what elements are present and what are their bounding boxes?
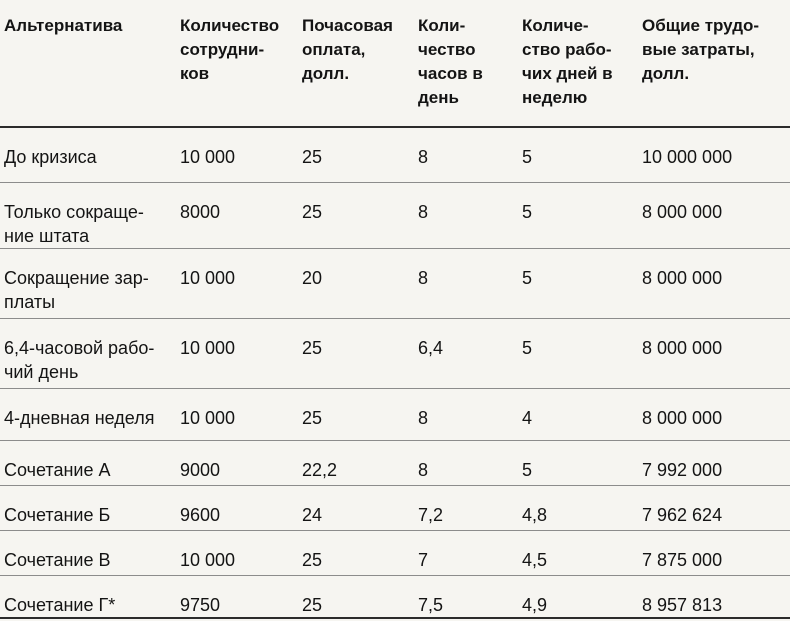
cell-hourly-pay: 25 [302, 147, 323, 167]
cell-employee-count: 10 000 [180, 550, 236, 570]
header-hourly-pay: Почасовая оплата, долл. [302, 16, 393, 83]
cell-hourly-pay: 25 [302, 338, 323, 358]
cell-days-per-week: 5 [522, 338, 533, 358]
cell-employee-count: 10 000 [180, 147, 236, 167]
table-row [0, 319, 790, 389]
cell-days-per-week: 4,5 [522, 550, 548, 570]
cell-alternative: Только сокраще- ние штата [4, 202, 144, 246]
cell-alternative: Сочетание Б [4, 505, 111, 525]
cell-hours-per-day: 7,5 [418, 595, 444, 615]
cell-alternative: До кризиса [4, 147, 97, 167]
cell-hours-per-day: 8 [418, 202, 429, 222]
cell-alternative: 4-дневная неделя [4, 408, 155, 428]
header-employee-count: Количество сотрудни- ков [180, 16, 280, 83]
cell-hourly-pay: 25 [302, 408, 323, 428]
cell-total-labor-cost: 7 992 000 [642, 460, 723, 480]
cell-alternative: Сочетание А [4, 460, 111, 480]
cell-employee-count: 9750 [180, 595, 221, 615]
cell-days-per-week: 5 [522, 147, 533, 167]
cell-hours-per-day: 6,4 [418, 338, 444, 358]
cell-total-labor-cost: 8 000 000 [642, 408, 723, 428]
cell-total-labor-cost: 7 875 000 [642, 550, 723, 570]
table-row [0, 486, 790, 531]
cell-days-per-week: 4 [522, 408, 533, 428]
table-row [0, 128, 790, 183]
table-row [0, 531, 790, 576]
table-row [0, 441, 790, 486]
cell-employee-count: 10 000 [180, 338, 236, 358]
cell-hours-per-day: 7,2 [418, 505, 444, 525]
cell-alternative: Сокращение зар- платы [4, 268, 149, 312]
cell-days-per-week: 5 [522, 460, 533, 480]
cell-total-labor-cost: 8 000 000 [642, 202, 723, 222]
table-row [0, 183, 790, 249]
header-hours-per-day: Коли- чество часов в день [418, 16, 483, 107]
cell-days-per-week: 5 [522, 202, 533, 222]
table-row [0, 576, 790, 619]
cell-hourly-pay: 20 [302, 268, 323, 288]
cell-alternative: Сочетание В [4, 550, 111, 570]
cell-total-labor-cost: 8 957 813 [642, 595, 723, 615]
cell-total-labor-cost: 8 000 000 [642, 268, 723, 288]
cell-total-labor-cost: 8 000 000 [642, 338, 723, 358]
cell-employee-count: 10 000 [180, 268, 236, 288]
cell-days-per-week: 4,9 [522, 595, 548, 615]
cell-total-labor-cost: 10 000 000 [642, 147, 733, 167]
cell-days-per-week: 5 [522, 268, 533, 288]
cell-employee-count: 8000 [180, 202, 221, 222]
cell-alternative: 6,4-часовой рабо- чий день [4, 338, 155, 382]
cell-hours-per-day: 8 [418, 460, 429, 480]
cell-hourly-pay: 24 [302, 505, 323, 525]
cell-hours-per-day: 8 [418, 147, 429, 167]
header-total-labor-cost: Общие трудо- вые затраты, долл. [642, 16, 760, 83]
header-alternative: Альтернатива [4, 16, 123, 35]
cell-employee-count: 9600 [180, 505, 221, 525]
cell-days-per-week: 4,8 [522, 505, 548, 525]
cell-total-labor-cost: 7 962 624 [642, 505, 723, 525]
cell-hours-per-day: 8 [418, 268, 429, 288]
table-row [0, 389, 790, 441]
cell-employee-count: 9000 [180, 460, 221, 480]
cell-alternative: Сочетание Г* [4, 595, 116, 615]
cell-hours-per-day: 8 [418, 408, 429, 428]
header-days-per-week: Количе- ство рабо- чих дней в неделю [522, 16, 613, 107]
cell-employee-count: 10 000 [180, 408, 236, 428]
table-header-row [0, 0, 790, 128]
cell-hours-per-day: 7 [418, 550, 429, 570]
cell-hourly-pay: 25 [302, 550, 323, 570]
cell-hourly-pay: 22,2 [302, 460, 338, 480]
cell-hourly-pay: 25 [302, 202, 323, 222]
cell-hourly-pay: 25 [302, 595, 323, 615]
table-row [0, 249, 790, 319]
